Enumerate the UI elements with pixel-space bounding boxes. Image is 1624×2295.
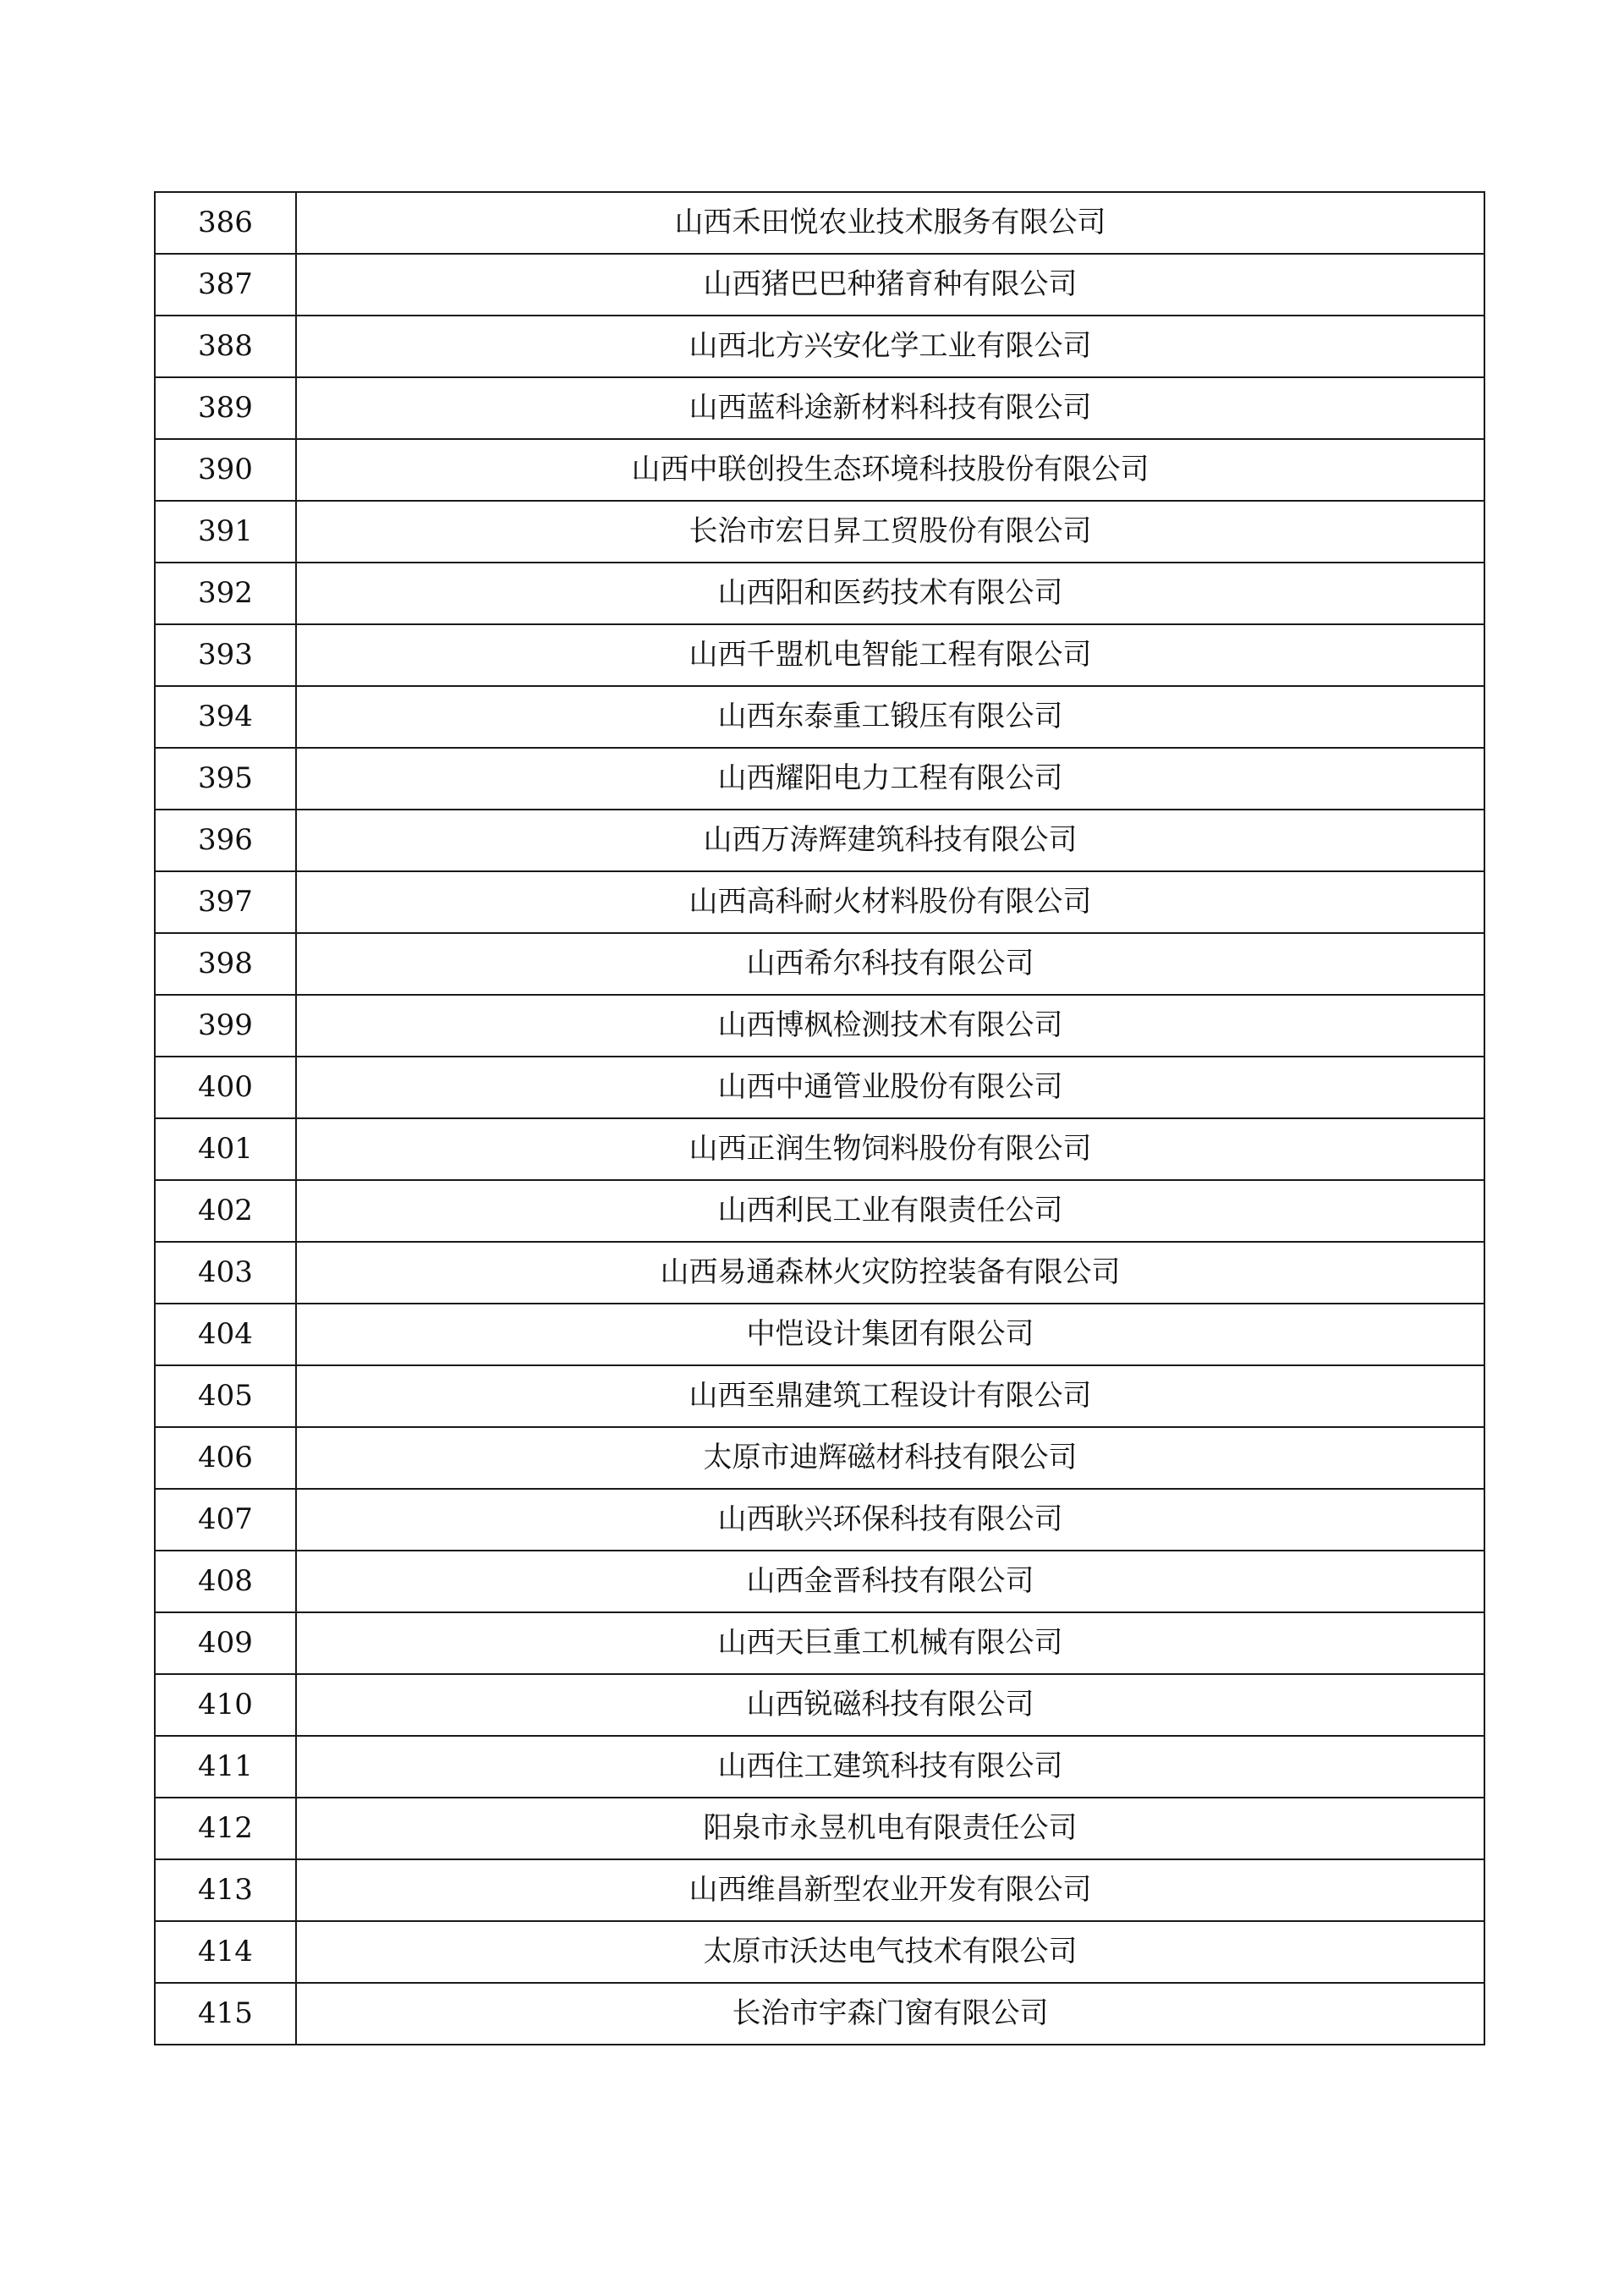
- company-name-cell: 山西至鼎建筑工程设计有限公司: [296, 1365, 1484, 1427]
- table-row: [155, 1057, 1484, 1118]
- row-number-cell: 412: [155, 1798, 296, 1859]
- company-name-cell: 山西高科耐火材料股份有限公司: [296, 871, 1484, 933]
- row-number-cell: 389: [155, 377, 296, 439]
- row-number-cell: 408: [155, 1551, 296, 1612]
- row-number-cell: 411: [155, 1736, 296, 1798]
- row-number-cell: 413: [155, 1859, 296, 1921]
- company-name-cell: 山西利民工业有限责任公司: [296, 1180, 1484, 1242]
- table-row: [155, 1304, 1484, 1365]
- table-row: [155, 439, 1484, 501]
- company-name-cell: 山西博枫检测技术有限公司: [296, 995, 1484, 1057]
- table-row: [155, 192, 1484, 254]
- company-name-cell: 山西北方兴安化学工业有限公司: [296, 316, 1484, 377]
- table-row: [155, 686, 1484, 748]
- table-row: [155, 1242, 1484, 1304]
- company-name-cell: 山西锐磁科技有限公司: [296, 1674, 1484, 1736]
- company-name-cell: 长治市宇森门窗有限公司: [296, 1983, 1484, 2045]
- company-name-cell: 山西住工建筑科技有限公司: [296, 1736, 1484, 1798]
- company-name-cell: 山西东泰重工锻压有限公司: [296, 686, 1484, 748]
- company-name-cell: 山西阳和医药技术有限公司: [296, 563, 1484, 624]
- row-number-cell: 405: [155, 1365, 296, 1427]
- row-number-cell: 414: [155, 1921, 296, 1983]
- table-row: [155, 1612, 1484, 1674]
- row-number-cell: 391: [155, 501, 296, 563]
- table-row: [155, 1180, 1484, 1242]
- table-row: [155, 377, 1484, 439]
- row-number-cell: 394: [155, 686, 296, 748]
- table-row: [155, 1983, 1484, 2045]
- company-name-cell: 山西禾田悦农业技术服务有限公司: [296, 192, 1484, 254]
- row-number-cell: 407: [155, 1489, 296, 1551]
- row-number-cell: 400: [155, 1057, 296, 1118]
- company-list-table: [154, 191, 1485, 2045]
- company-name-cell: 太原市沃达电气技术有限公司: [296, 1921, 1484, 1983]
- company-name-cell: 中恺设计集团有限公司: [296, 1304, 1484, 1365]
- row-number-cell: 395: [155, 748, 296, 810]
- table-row: [155, 1118, 1484, 1180]
- row-number-cell: 415: [155, 1983, 296, 2045]
- row-number-cell: 402: [155, 1180, 296, 1242]
- company-name-cell: 长治市宏日昇工贸股份有限公司: [296, 501, 1484, 563]
- row-number-cell: 401: [155, 1118, 296, 1180]
- company-name-cell: 山西维昌新型农业开发有限公司: [296, 1859, 1484, 1921]
- table-row: [155, 1674, 1484, 1736]
- row-number-cell: 386: [155, 192, 296, 254]
- row-number-cell: 399: [155, 995, 296, 1057]
- table-row: [155, 871, 1484, 933]
- table-row: [155, 316, 1484, 377]
- table-row: [155, 1365, 1484, 1427]
- row-number-cell: 397: [155, 871, 296, 933]
- company-list-body: [155, 192, 1484, 2045]
- table-row: [155, 748, 1484, 810]
- row-number-cell: 409: [155, 1612, 296, 1674]
- company-name-cell: 山西易通森林火灾防控装备有限公司: [296, 1242, 1484, 1304]
- row-number-cell: 390: [155, 439, 296, 501]
- row-number-cell: 403: [155, 1242, 296, 1304]
- table-row: [155, 254, 1484, 316]
- table-row: [155, 563, 1484, 624]
- row-number-cell: 387: [155, 254, 296, 316]
- company-name-cell: 山西蓝科途新材料科技有限公司: [296, 377, 1484, 439]
- company-name-cell: 山西希尔科技有限公司: [296, 933, 1484, 995]
- company-name-cell: 山西中联创投生态环境科技股份有限公司: [296, 439, 1484, 501]
- company-name-cell: 山西千盟机电智能工程有限公司: [296, 624, 1484, 686]
- row-number-cell: 404: [155, 1304, 296, 1365]
- table-row: [155, 1736, 1484, 1798]
- row-number-cell: 388: [155, 316, 296, 377]
- table-row: [155, 1489, 1484, 1551]
- company-name-cell: 山西金晋科技有限公司: [296, 1551, 1484, 1612]
- table-row: [155, 624, 1484, 686]
- company-name-cell: 山西耿兴环保科技有限公司: [296, 1489, 1484, 1551]
- table-row: [155, 1551, 1484, 1612]
- row-number-cell: 410: [155, 1674, 296, 1736]
- table-row: [155, 1921, 1484, 1983]
- company-name-cell: 太原市迪辉磁材科技有限公司: [296, 1427, 1484, 1489]
- row-number-cell: 398: [155, 933, 296, 995]
- row-number-cell: 406: [155, 1427, 296, 1489]
- table-row: [155, 501, 1484, 563]
- company-name-cell: 山西猪巴巴种猪育种有限公司: [296, 254, 1484, 316]
- row-number-cell: 392: [155, 563, 296, 624]
- table-row: [155, 1427, 1484, 1489]
- table-row: [155, 810, 1484, 871]
- company-name-cell: 山西正润生物饲料股份有限公司: [296, 1118, 1484, 1180]
- table-row: [155, 1798, 1484, 1859]
- company-name-cell: 山西万涛辉建筑科技有限公司: [296, 810, 1484, 871]
- row-number-cell: 393: [155, 624, 296, 686]
- company-name-cell: 阳泉市永昱机电有限责任公司: [296, 1798, 1484, 1859]
- company-name-cell: 山西中通管业股份有限公司: [296, 1057, 1484, 1118]
- table-row: [155, 995, 1484, 1057]
- table-row: [155, 933, 1484, 995]
- row-number-cell: 396: [155, 810, 296, 871]
- company-name-cell: 山西耀阳电力工程有限公司: [296, 748, 1484, 810]
- company-name-cell: 山西天巨重工机械有限公司: [296, 1612, 1484, 1674]
- table-row: [155, 1859, 1484, 1921]
